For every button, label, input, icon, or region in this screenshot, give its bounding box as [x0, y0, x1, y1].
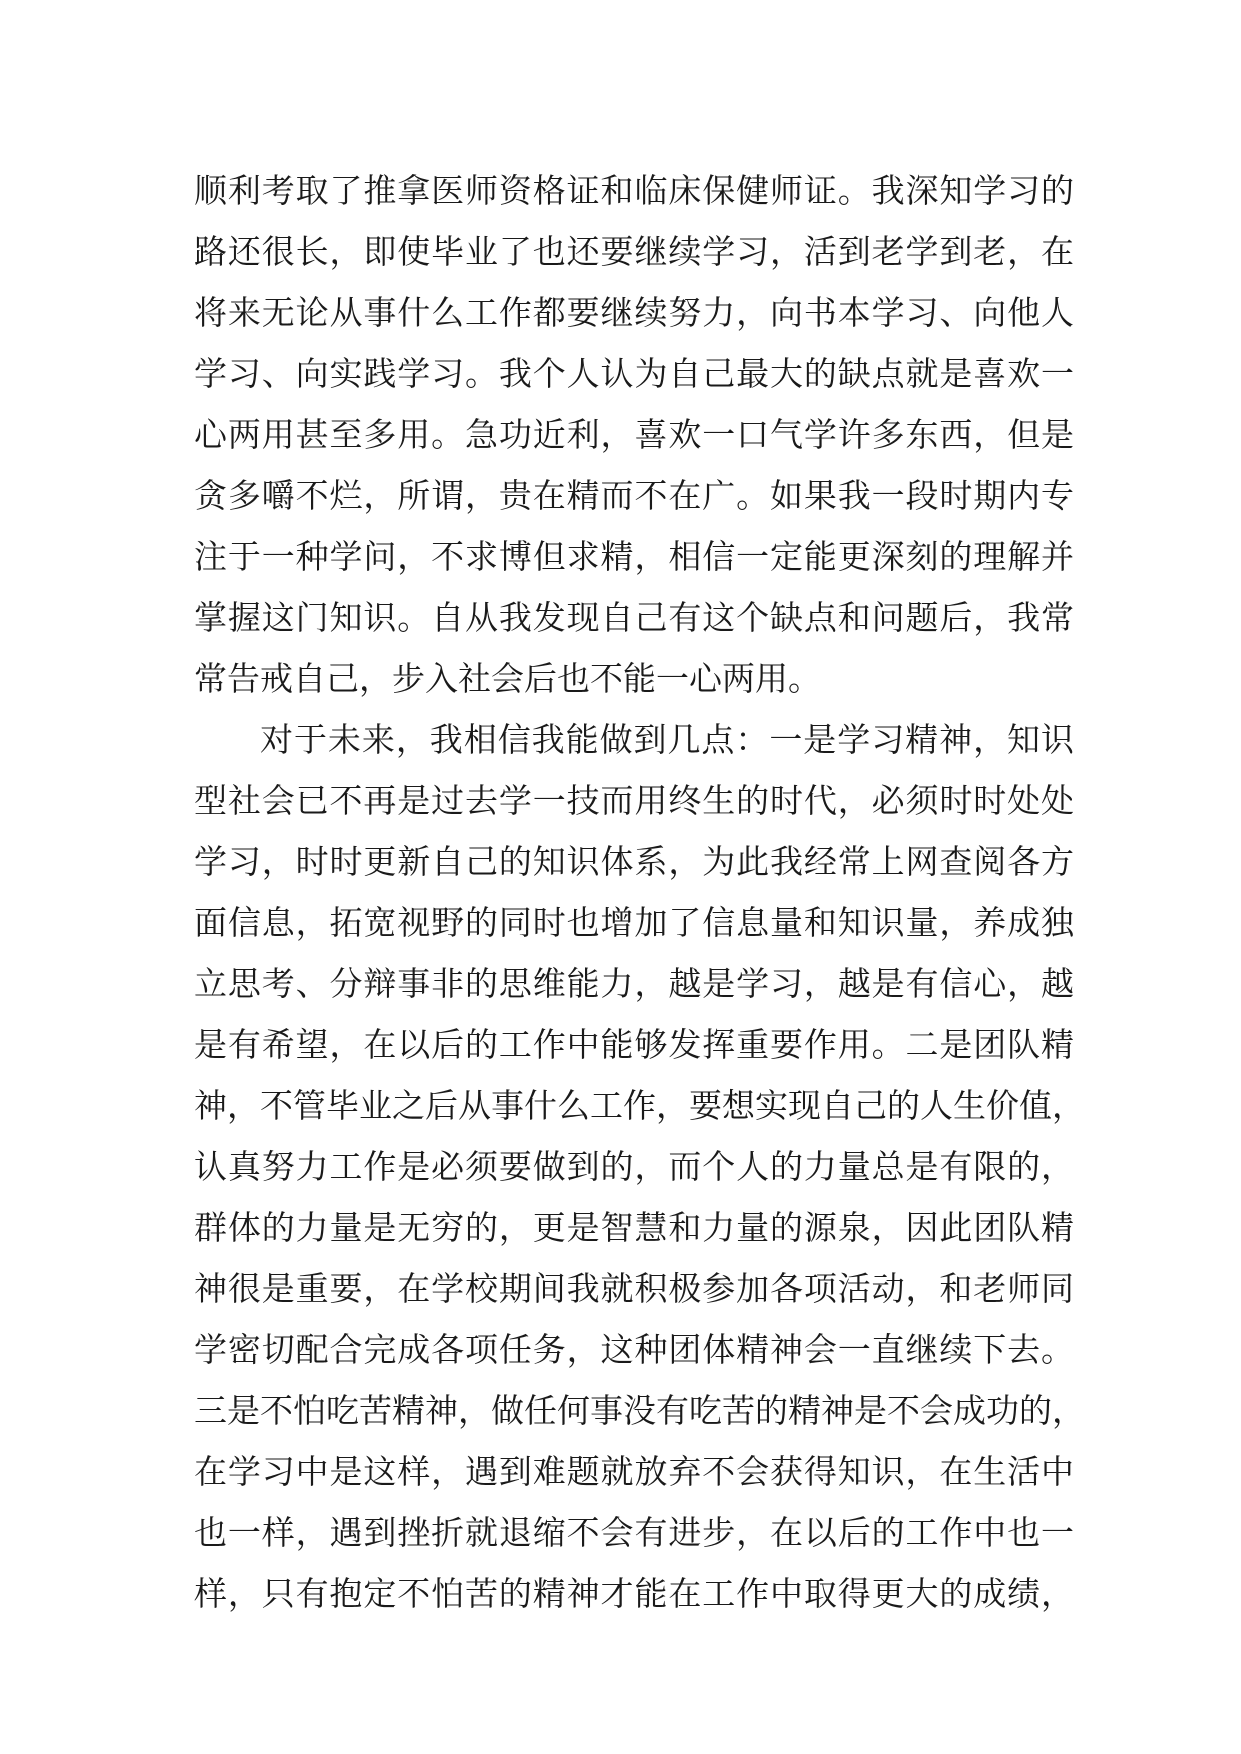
text-line: 路还很长，即使毕业了也还要继续学习，活到老学到老，在	[194, 232, 1074, 271]
text-line: 心两用甚至多用。急功近利，喜欢一口气学许多东西，但是	[194, 415, 1074, 454]
text-line: 群体的力量是无穷的，更是智慧和力量的源泉，因此团队精	[194, 1208, 1074, 1247]
text-line: 在学习中是这样，遇到难题就放弃不会获得知识，在生活中	[194, 1452, 1074, 1491]
text-line: 神，不管毕业之后从事什么工作，要想实现自己的人生价值，	[194, 1086, 1085, 1125]
text-line: 学习、向实践学习。我个人认为自己最大的缺点就是喜欢一	[194, 354, 1074, 393]
body-text	[194, 160, 1085, 1624]
text-line: 学习，时时更新自己的知识体系，为此我经常上网查阅各方	[194, 842, 1074, 881]
text-line: 掌握这门知识。自从我发现自己有这个缺点和问题后，我常	[194, 598, 1074, 637]
text-line: 型社会已不再是过去学一技而用终生的时代，必须时时处处	[194, 781, 1074, 820]
text-line: 三是不怕吃苦精神，做任何事没有吃苦的精神是不会成功的，	[194, 1391, 1085, 1430]
text-line: 将来无论从事什么工作都要继续努力，向书本学习、向他人	[194, 293, 1074, 332]
text-line: 注于一种学问，不求博但求精，相信一定能更深刻的理解并	[194, 537, 1074, 576]
text-line: 顺利考取了推拿医师资格证和临床保健师证。我深知学习的	[194, 171, 1074, 210]
text-line: 常告戒自己，步入社会后也不能一心两用。	[194, 659, 821, 698]
text-line: 神很是重要，在学校期间我就积极参加各项活动，和老师同	[194, 1269, 1074, 1308]
paragraph-first-line: 对于未来，我相信我能做到几点：一是学习精神，知识	[260, 720, 1074, 759]
text-line: 立思考、分辩事非的思维能力，越是学习，越是有信心，越	[194, 964, 1074, 1003]
text-line: 也一样，遇到挫折就退缩不会有进步，在以后的工作中也一	[194, 1513, 1074, 1552]
text-line: 样，只有抱定不怕苦的精神才能在工作中取得更大的成绩，	[194, 1574, 1074, 1613]
text-line: 学密切配合完成各项任务，这种团体精神会一直继续下去。	[194, 1330, 1074, 1369]
text-line: 是有希望，在以后的工作中能够发挥重要作用。二是团队精	[194, 1025, 1074, 1064]
text-line: 面信息，拓宽视野的同时也增加了信息量和知识量，养成独	[194, 903, 1074, 942]
text-line: 认真努力工作是必须要做到的，而个人的力量总是有限的，	[194, 1147, 1074, 1186]
text-line: 贪多嚼不烂，所谓，贵在精而不在广。如果我一段时期内专	[194, 476, 1074, 515]
